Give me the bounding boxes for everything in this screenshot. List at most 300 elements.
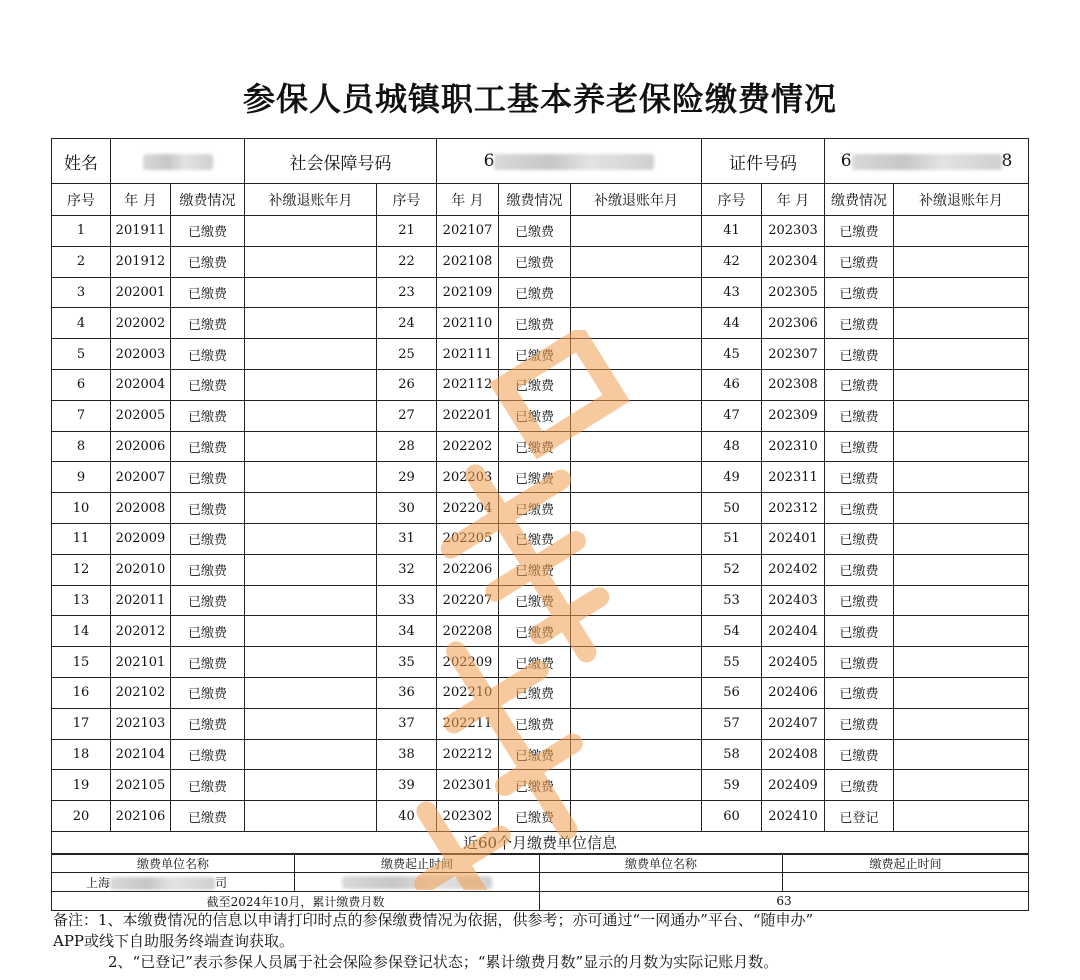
unit-name-prefix: 上海 [86, 875, 111, 890]
record-no: 30 [377, 493, 437, 524]
record-status: 已缴费 [825, 554, 894, 585]
record-backpay [894, 493, 1029, 524]
table-row [52, 308, 1029, 339]
record-backpay [571, 801, 702, 832]
record-status: 已缴费 [499, 677, 571, 708]
record-year-month: 202202 [437, 431, 499, 462]
table-row [52, 246, 1029, 277]
unit-header-row [52, 854, 1029, 873]
table-row [52, 739, 1029, 770]
record-status: 已登记 [825, 801, 894, 832]
record-year-month: 202205 [437, 523, 499, 554]
record-backpay [894, 739, 1029, 770]
record-no: 26 [377, 369, 437, 400]
table-row [52, 339, 1029, 370]
total-row [52, 892, 1029, 911]
table-row [52, 369, 1029, 400]
record-backpay [894, 647, 1029, 678]
record-no: 33 [377, 585, 437, 616]
record-backpay [245, 616, 377, 647]
record-year-month: 202104 [111, 739, 171, 770]
record-year-month: 202310 [762, 431, 825, 462]
record-year-month: 202005 [111, 400, 171, 431]
record-status: 已缴费 [171, 369, 245, 400]
record-status: 已缴费 [499, 246, 571, 277]
record-backpay [245, 647, 377, 678]
record-year-month: 202301 [437, 770, 499, 801]
unit-name [52, 873, 295, 892]
record-status: 已缴费 [499, 400, 571, 431]
record-no: 9 [52, 462, 111, 493]
record-status: 已缴费 [171, 801, 245, 832]
note-line-1: 备注：1、本缴费情况的信息以申请打印时点的参保缴费情况为依据，供参考；亦可通过“一网通办”平台、“随申办” [53, 911, 814, 929]
name-label: 姓名 [52, 139, 111, 184]
record-status: 已缴费 [171, 431, 245, 462]
record-year-month: 202306 [762, 308, 825, 339]
unit-name-header: 缴费单位名称 [52, 854, 295, 873]
record-year-month: 202302 [437, 801, 499, 832]
record-no: 36 [377, 677, 437, 708]
record-backpay [571, 616, 702, 647]
record-status: 已缴费 [171, 246, 245, 277]
record-status: 已缴费 [499, 339, 571, 370]
record-backpay [571, 523, 702, 554]
record-year-month: 202309 [762, 400, 825, 431]
page-title: 参保人员城镇职工基本养老保险缴费情况 [242, 80, 837, 118]
record-backpay [245, 770, 377, 801]
record-status: 已缴费 [171, 677, 245, 708]
record-backpay [571, 493, 702, 524]
record-no: 44 [702, 308, 762, 339]
record-no: 12 [52, 554, 111, 585]
record-no: 6 [52, 369, 111, 400]
record-year-month: 202406 [762, 677, 825, 708]
table-row [52, 493, 1029, 524]
table-row [52, 462, 1029, 493]
record-backpay [571, 739, 702, 770]
record-backpay [245, 246, 377, 277]
record-backpay [571, 400, 702, 431]
record-year-month: 202304 [762, 246, 825, 277]
record-no: 56 [702, 677, 762, 708]
redacted-ssn [494, 154, 654, 170]
unit-name-empty [540, 873, 783, 892]
record-status: 已缴费 [171, 308, 245, 339]
record-no: 58 [702, 739, 762, 770]
record-no: 49 [702, 462, 762, 493]
column-header-row [52, 184, 1029, 216]
record-no: 14 [52, 616, 111, 647]
record-status: 已缴费 [825, 400, 894, 431]
record-no: 42 [702, 246, 762, 277]
record-status: 已缴费 [499, 739, 571, 770]
id-label: 证件号码 [702, 139, 825, 184]
col-ym: 年 月 [437, 184, 499, 216]
record-status: 已缴费 [171, 400, 245, 431]
table-row [52, 677, 1029, 708]
record-status: 已缴费 [825, 308, 894, 339]
record-backpay [894, 801, 1029, 832]
record-year-month: 202102 [111, 677, 171, 708]
record-backpay [571, 677, 702, 708]
record-backpay [245, 308, 377, 339]
record-year-month: 202210 [437, 677, 499, 708]
record-year-month: 202401 [762, 523, 825, 554]
record-status: 已缴费 [499, 493, 571, 524]
record-year-month: 202008 [111, 493, 171, 524]
record-no: 52 [702, 554, 762, 585]
record-backpay [894, 369, 1029, 400]
id-suffix: 8 [1001, 151, 1013, 171]
record-status: 已缴费 [171, 277, 245, 308]
redacted-period [342, 876, 492, 889]
record-year-month: 202208 [437, 616, 499, 647]
record-status: 已缴费 [825, 523, 894, 554]
unit-period-empty [783, 873, 1029, 892]
record-status: 已缴费 [171, 339, 245, 370]
record-status: 已缴费 [499, 462, 571, 493]
record-year-month: 202011 [111, 585, 171, 616]
col-status: 缴费情况 [171, 184, 245, 216]
unit-period [295, 873, 540, 892]
record-no: 27 [377, 400, 437, 431]
record-status: 已缴费 [499, 216, 571, 247]
record-no: 15 [52, 647, 111, 678]
record-no: 7 [52, 400, 111, 431]
record-year-month: 202407 [762, 708, 825, 739]
record-status: 已缴费 [171, 647, 245, 678]
record-year-month: 202307 [762, 339, 825, 370]
record-backpay [245, 369, 377, 400]
unit-period-header: 缴费起止时间 [295, 854, 540, 873]
record-year-month: 202403 [762, 585, 825, 616]
unit-name-header-2: 缴费单位名称 [540, 854, 783, 873]
record-status: 已缴费 [499, 308, 571, 339]
note-line-2: APP或线下自助服务终端查询获取。 [53, 932, 295, 950]
record-year-month: 202312 [762, 493, 825, 524]
record-no: 41 [702, 216, 762, 247]
unit-section-title-row [52, 831, 1029, 854]
record-year-month: 202402 [762, 554, 825, 585]
record-year-month: 202212 [437, 739, 499, 770]
record-no: 31 [377, 523, 437, 554]
record-year-month: 202006 [111, 431, 171, 462]
record-no: 38 [377, 739, 437, 770]
record-year-month: 202002 [111, 308, 171, 339]
record-status: 已缴费 [499, 585, 571, 616]
record-status: 已缴费 [825, 493, 894, 524]
record-no: 53 [702, 585, 762, 616]
record-backpay [245, 801, 377, 832]
ssn-value [437, 139, 702, 184]
table-row [52, 585, 1029, 616]
record-no: 48 [702, 431, 762, 462]
record-backpay [571, 585, 702, 616]
record-no: 11 [52, 523, 111, 554]
total-value: 63 [540, 892, 1029, 911]
id-value [825, 139, 1029, 184]
col-ym: 年 月 [111, 184, 171, 216]
record-year-month: 202311 [762, 462, 825, 493]
record-backpay [571, 770, 702, 801]
total-label: 截至2024年10月，累计缴费月数 [52, 892, 540, 911]
id-prefix: 6 [840, 151, 852, 171]
record-no: 54 [702, 616, 762, 647]
record-no: 43 [702, 277, 762, 308]
record-backpay [245, 523, 377, 554]
record-no: 20 [52, 801, 111, 832]
record-no: 19 [52, 770, 111, 801]
record-year-month: 202105 [111, 770, 171, 801]
record-backpay [894, 400, 1029, 431]
payment-table [51, 138, 1029, 855]
record-status: 已缴费 [171, 493, 245, 524]
record-status: 已缴费 [171, 770, 245, 801]
record-backpay [245, 462, 377, 493]
record-no: 40 [377, 801, 437, 832]
record-status: 已缴费 [171, 462, 245, 493]
record-no: 2 [52, 246, 111, 277]
record-year-month: 202211 [437, 708, 499, 739]
record-backpay [571, 308, 702, 339]
table-row [52, 554, 1029, 585]
record-backpay [894, 708, 1029, 739]
unit-section-title: 近60个月缴费单位信息 [52, 831, 1029, 854]
record-year-month: 201912 [111, 246, 171, 277]
record-year-month: 202003 [111, 339, 171, 370]
record-no: 60 [702, 801, 762, 832]
record-year-month: 202203 [437, 462, 499, 493]
record-no: 18 [52, 739, 111, 770]
record-status: 已缴费 [825, 739, 894, 770]
record-status: 已缴费 [825, 677, 894, 708]
record-no: 46 [702, 369, 762, 400]
record-backpay [245, 400, 377, 431]
record-year-month: 202001 [111, 277, 171, 308]
record-year-month: 202409 [762, 770, 825, 801]
notes [53, 910, 1043, 973]
table-row [52, 616, 1029, 647]
col-status: 缴费情况 [499, 184, 571, 216]
record-year-month: 202009 [111, 523, 171, 554]
record-no: 5 [52, 339, 111, 370]
col-no: 序号 [377, 184, 437, 216]
record-no: 8 [52, 431, 111, 462]
record-backpay [571, 277, 702, 308]
record-backpay [894, 216, 1029, 247]
record-year-month: 202110 [437, 308, 499, 339]
record-backpay [571, 246, 702, 277]
record-no: 22 [377, 246, 437, 277]
record-year-month: 202010 [111, 554, 171, 585]
record-no: 51 [702, 523, 762, 554]
record-backpay [245, 277, 377, 308]
record-status: 已缴费 [171, 523, 245, 554]
record-status: 已缴费 [825, 708, 894, 739]
record-status: 已缴费 [825, 770, 894, 801]
record-year-month: 202004 [111, 369, 171, 400]
record-status: 已缴费 [825, 216, 894, 247]
record-no: 57 [702, 708, 762, 739]
table-row [52, 801, 1029, 832]
record-backpay [245, 585, 377, 616]
record-year-month: 202209 [437, 647, 499, 678]
record-backpay [571, 431, 702, 462]
record-backpay [894, 277, 1029, 308]
record-status: 已缴费 [499, 770, 571, 801]
record-no: 39 [377, 770, 437, 801]
table-row [52, 277, 1029, 308]
record-status: 已缴费 [171, 585, 245, 616]
record-year-month: 202206 [437, 554, 499, 585]
table-row [52, 431, 1029, 462]
table-row [52, 708, 1029, 739]
record-year-month: 202404 [762, 616, 825, 647]
record-no: 24 [377, 308, 437, 339]
record-status: 已缴费 [171, 216, 245, 247]
record-status: 已缴费 [825, 462, 894, 493]
record-status: 已缴费 [171, 739, 245, 770]
unit-table [51, 853, 1029, 911]
record-no: 21 [377, 216, 437, 247]
record-status: 已缴费 [171, 708, 245, 739]
record-year-month: 202305 [762, 277, 825, 308]
record-backpay [894, 462, 1029, 493]
record-backpay [245, 339, 377, 370]
col-backpay: 补缴退账年月 [571, 184, 702, 216]
record-backpay [894, 616, 1029, 647]
record-backpay [245, 216, 377, 247]
table-row [52, 647, 1029, 678]
record-backpay [571, 369, 702, 400]
record-status: 已缴费 [171, 616, 245, 647]
record-no: 16 [52, 677, 111, 708]
record-no: 59 [702, 770, 762, 801]
col-backpay: 补缴退账年月 [894, 184, 1029, 216]
person-info-row [52, 139, 1029, 184]
record-status: 已缴费 [171, 554, 245, 585]
record-backpay [894, 677, 1029, 708]
ssn-label: 社会保障号码 [245, 139, 437, 184]
record-no: 28 [377, 431, 437, 462]
record-backpay [894, 523, 1029, 554]
record-backpay [894, 431, 1029, 462]
record-backpay [571, 462, 702, 493]
record-backpay [245, 431, 377, 462]
unit-period-header-2: 缴费起止时间 [783, 854, 1029, 873]
record-no: 37 [377, 708, 437, 739]
table-row [52, 523, 1029, 554]
record-status: 已缴费 [825, 431, 894, 462]
record-no: 3 [52, 277, 111, 308]
record-no: 1 [52, 216, 111, 247]
record-backpay [571, 339, 702, 370]
record-backpay [245, 677, 377, 708]
record-status: 已缴费 [825, 246, 894, 277]
col-backpay: 补缴退账年月 [245, 184, 377, 216]
record-no: 25 [377, 339, 437, 370]
record-backpay [571, 647, 702, 678]
record-backpay [894, 308, 1029, 339]
record-year-month: 202408 [762, 739, 825, 770]
record-status: 已缴费 [499, 554, 571, 585]
record-backpay [571, 216, 702, 247]
record-year-month: 202106 [111, 801, 171, 832]
record-year-month: 202207 [437, 585, 499, 616]
unit-row [52, 873, 1029, 892]
record-year-month: 202204 [437, 493, 499, 524]
col-ym: 年 月 [762, 184, 825, 216]
record-status: 已缴费 [825, 277, 894, 308]
record-backpay [245, 554, 377, 585]
record-status: 已缴费 [825, 339, 894, 370]
record-year-month: 202108 [437, 246, 499, 277]
record-status: 已缴费 [825, 616, 894, 647]
record-year-month: 202107 [437, 216, 499, 247]
table-row [52, 770, 1029, 801]
record-year-month: 202410 [762, 801, 825, 832]
record-status: 已缴费 [825, 647, 894, 678]
redacted-id [852, 154, 1002, 170]
record-no: 13 [52, 585, 111, 616]
record-no: 17 [52, 708, 111, 739]
record-year-month: 202012 [111, 616, 171, 647]
record-no: 10 [52, 493, 111, 524]
record-year-month: 202112 [437, 369, 499, 400]
record-no: 34 [377, 616, 437, 647]
ssn-prefix: 6 [483, 151, 495, 171]
record-status: 已缴费 [499, 801, 571, 832]
record-status: 已缴费 [499, 431, 571, 462]
record-backpay [571, 554, 702, 585]
record-status: 已缴费 [499, 616, 571, 647]
record-year-month: 202101 [111, 647, 171, 678]
record-year-month: 201911 [111, 216, 171, 247]
record-no: 35 [377, 647, 437, 678]
record-no: 32 [377, 554, 437, 585]
col-status: 缴费情况 [825, 184, 894, 216]
record-backpay [571, 708, 702, 739]
record-year-month: 202109 [437, 277, 499, 308]
record-backpay [894, 339, 1029, 370]
record-year-month: 202201 [437, 400, 499, 431]
record-year-month: 202111 [437, 339, 499, 370]
record-backpay [245, 493, 377, 524]
record-year-month: 202103 [111, 708, 171, 739]
record-status: 已缴费 [499, 277, 571, 308]
record-status: 已缴费 [499, 523, 571, 554]
record-year-month: 202007 [111, 462, 171, 493]
record-year-month: 202303 [762, 216, 825, 247]
col-no: 序号 [702, 184, 762, 216]
record-status: 已缴费 [825, 369, 894, 400]
unit-name-suffix: 司 [215, 875, 228, 890]
record-status: 已缴费 [499, 369, 571, 400]
record-status: 已缴费 [825, 585, 894, 616]
redacted-unit [110, 877, 215, 890]
record-no: 50 [702, 493, 762, 524]
record-backpay [245, 708, 377, 739]
record-status: 已缴费 [499, 708, 571, 739]
note-line-3: 2、“已登记”表示参保人员属于社会保险参保登记状态；“累计缴费月数”显示的月数为实际记账月数。 [108, 953, 779, 971]
record-status: 已缴费 [499, 647, 571, 678]
record-no: 4 [52, 308, 111, 339]
table-row [52, 400, 1029, 431]
record-no: 23 [377, 277, 437, 308]
record-year-month: 202405 [762, 647, 825, 678]
table-row [52, 216, 1029, 247]
record-backpay [894, 585, 1029, 616]
